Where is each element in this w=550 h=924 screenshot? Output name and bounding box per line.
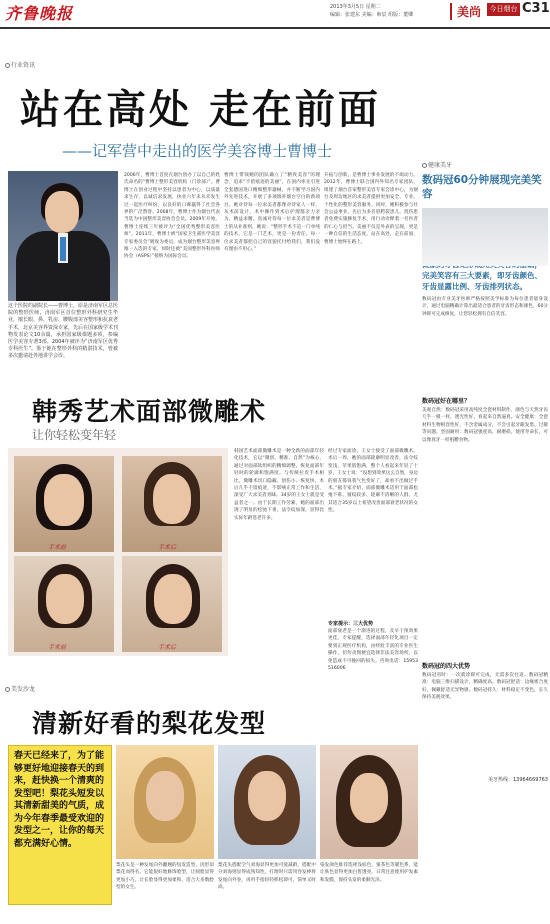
article1-col3: 开拓与创新，是曹博士事业发展的不竭动力。2012年，曹博士联合国内外知名专家团队，组建了烟台首家整形美容专家会诊中心，为烟台及周边地区的求美者提供更加安全、专业、个性化的整形美容服务。同时，她积极参与社会公益事业，先后为多名唇腭裂患儿、烧伤患者免费实施修复手术，用行动诠释着一名医者的仁心与担当。美丽不仅是外表的呈现，更是一种自信的生活态度。站在高处，走在前面，曹博士始终在路上。: [324, 173, 418, 245]
column-name: 美尚: [450, 3, 481, 20]
sidebar-p3: 数码冠省时：一次就诊即可完成，无需多次往返。数码冠精准：电脑三维扫描设计，精确度高。数码冠舒适：边缘密合度好，佩戴舒适无异物感。数码冠持久：材料稳定不变色，长久保持美观效果。: [422, 673, 548, 701]
header-rule: [0, 27, 550, 29]
hair-photo-2: [218, 745, 316, 859]
page-header: [0, 0, 550, 28]
dental-hotline: 美牙热线：13964669763: [488, 777, 548, 783]
photo-caption: 这个医院的副院长——曹博士，原是济南军区总医院的整形医师，济南军区首位整形外科研究生毕业，擅长眼、鼻、乳房、腰腹部美容整形和抗衰老手术，北京美容界资深专家，先后在国家级学术刊物发表论文10余篇，承担国家级课题多项，参编医学美容专著3部。2004年被评为“济南军区优秀专科医生”。鉴于她在整形外科的精湛技术，曾被多次邀请赴外地讲学会诊。: [8, 303, 119, 360]
topic-badge: 今日烟台: [487, 3, 520, 16]
sidebar-subheading-1: 数码冠好在哪里？: [422, 398, 471, 405]
article2-col3: 面部衰老是一个渐进的过程，及早干预效果更佳。专家提醒，选择面部年轻化项目一定要到正规医疗机构，由经验丰富的专业医生操作，切勿贪图便宜选择非法美容场所，以免造成不可挽回的损失。咨询电话：15953516006: [328, 629, 418, 672]
before-photo-2: [14, 556, 114, 652]
section-tag-dental: 健康美牙: [422, 160, 548, 169]
subheadline-main: ——记军营中走出的医学美容博士曹博士: [62, 142, 333, 160]
before-after-panel: [8, 448, 228, 656]
clinic-photo: [422, 208, 548, 266]
section-tag-hair: 美发沙龙: [5, 684, 35, 693]
editor-line: 编辑：张建东 美编：师辰 组版：董卿: [330, 12, 414, 18]
article3-col3: 染发颜色推荐选择浅棕色、蜜茶色等暖色系，能让肤色显得更加白皙透亮。日常注意使用护发素和发膜，保持头发的柔顺光泽。: [320, 863, 418, 883]
hair-photo-1: [116, 745, 214, 859]
intro-text: 春天已经来了，为了能够更好地迎接春天的到来，赶快换一个清爽的发型吧！梨花头短发以其清新甜美的气质，成为今年春季最受欢迎的发型之一，让你的每天都充满好心情。: [14, 751, 105, 849]
article2-col1: 韩国艺术面部微雕术是一种全新的面部年轻化技术，它以“微创、精准、自然”为核心，通过对面部软组织的精细调整，恢复面部年轻时的轮廓和饱满度。与传统拉皮手术相比，微雕术切口隐蔽、创伤小、恢复快，术后几乎不留痕迹，不影响正常工作和生活，深受广大求美者青睐。34岁的王女士就是受益者之一。由于长期工作劳累，她的面部出现了明显的松弛下垂，法令纹加深，显得比实际年龄苍老许多。: [234, 449, 324, 521]
label-before-1: 手术前: [48, 544, 67, 551]
date-info: [330, 3, 413, 19]
label-after-2: 手术后: [158, 644, 177, 651]
date-line: 2013年3月5日 星期二: [330, 4, 381, 10]
circle-bullet-icon: [422, 163, 427, 168]
sidebar-subheading-2: 数码冠的四大优势: [422, 663, 471, 670]
headline-hair: 清新好看的梨花发型: [32, 709, 267, 738]
article3-col1: 梨花头是一种发尾向外翻翘的短发造型，因形似梨花而得名。它能很好地修饰脸型，让圆脸显得更加小巧，让长脸显得更加柔和，适合大多数脸型的女生。: [116, 863, 214, 891]
page-number: C31: [522, 1, 550, 16]
headline-facial: 韩秀艺术面部微雕术: [32, 397, 267, 426]
sidebar-lead: 完美笑容有三大要素，即牙齿颜色、牙齿显露比例、牙齿排列状态。: [422, 271, 542, 291]
subheadline-facial: 让你轻松变年轻: [32, 428, 117, 442]
tips-title: 专家提示：三大优势: [328, 621, 374, 627]
label-after-1: 手术后: [158, 544, 177, 551]
circle-bullet-icon: [5, 63, 10, 68]
sidebar-p2: 美观自然：数码冠采用高纯度全瓷材料制作，颜色与天然牙齿几乎一模一样，透光性好，看起来自然逼真。安全健康：全瓷材料生物相容性好，不含金属成分，不会引起牙龈发黑、过敏等问题。坚固耐用：数码冠强度高、耐磨损，使用寿命长，可以像真牙一样咀嚼食物。: [422, 408, 548, 443]
after-photo-2: [122, 556, 222, 652]
article2-col2: 经过专家面诊，王女士接受了面部微雕术。术后一周，她的面部轮廓明显改善，法令纹变浅，苹果肌饱满，整个人看起来年轻了十岁。王女士说：“没想到效果这么自然，身边的朋友都说我气色变好了，却看不出做过手术。”据专家介绍，面部微雕术适用于面部松弛下垂、皱纹较多、轮廓不清晰的人群，尤其适合35岁以上希望改善面部衰老状况的女性。: [328, 449, 418, 514]
before-photo-1: [14, 456, 114, 552]
intro-box: [8, 745, 112, 905]
newspaper-logo: 齐鲁晚报: [5, 4, 74, 23]
sidebar-p1: 数码冠由专业美牙医师严格按照美学标准为每位患者量身设计，通过电脑精确计算出最适合患者的牙齿形态和颜色，60分钟即可完成修复，让您轻松拥有自信笑容。: [422, 297, 548, 317]
article1-col2: 曹博士带领她的团队确立了“精致美容”的理念，追求“不留痕迹的美丽”，在国内率先引进全套德国进口精细整形器械，并不断学习国内外先进技术，开展了多项填补烟台空白的新项目。她对待每一位求美者都像对待家人一样，从术前设计、术中操作到术后护理都亲力亲为、精益求精。真诚对待每一位求美者是曹博士的从业准则，她说：“整形手术不是一门单纯的技术，它是一门艺术，更是一份责任。每一位求美者都把自己的容貌托付给我们，我们没有理由不用心。”: [224, 173, 320, 253]
label-before-2: 手术前: [48, 644, 67, 651]
doctor-photo: [8, 171, 118, 301]
after-photo-1: [122, 456, 222, 552]
dental-sidebar: [422, 160, 548, 918]
circle-bullet-icon: [5, 687, 10, 692]
section-tag-industry: 行业资讯: [5, 60, 35, 69]
hair-photo-3: [320, 745, 418, 859]
article1-col1: 2006年，曹博士首度在烟台创办了以自己的姓氏命名的“曹博士整形美容机构（门诊部）”。曹博士在创业过程中坚持以患者为中心，以质量求生存，以诚信求发展，执业六年来从未发生过一起医疗纠纷，以良好的口碑赢得了社会各界的广泛赞誉。2008年，曹博士作为烟台代表当选为中国整形美容协会会员。2009年开始，曹博士连续三年被评为“全国优秀整形美容医师”。2011年，曹博士被“国家卫生部医学美容专家委员会”吸收为委员，成为烟台整形美容界唯一入选的专家，同时还被“美国整形外科医师协会（ASPS）”接纳为国际会员。: [124, 173, 220, 260]
article3-col2: 梨花头搭配空气刘海显得更加可爱减龄，搭配中分刘海则显得成熟知性。打理时只需用卷发棒将发尾向外卷，再用手指轻轻抓松即可，简单又时尚。: [218, 863, 316, 891]
headline-main: 站在高处 走在前面: [20, 86, 381, 133]
sidebar-title: 数码冠60分钟展现完美笑容: [422, 174, 542, 200]
